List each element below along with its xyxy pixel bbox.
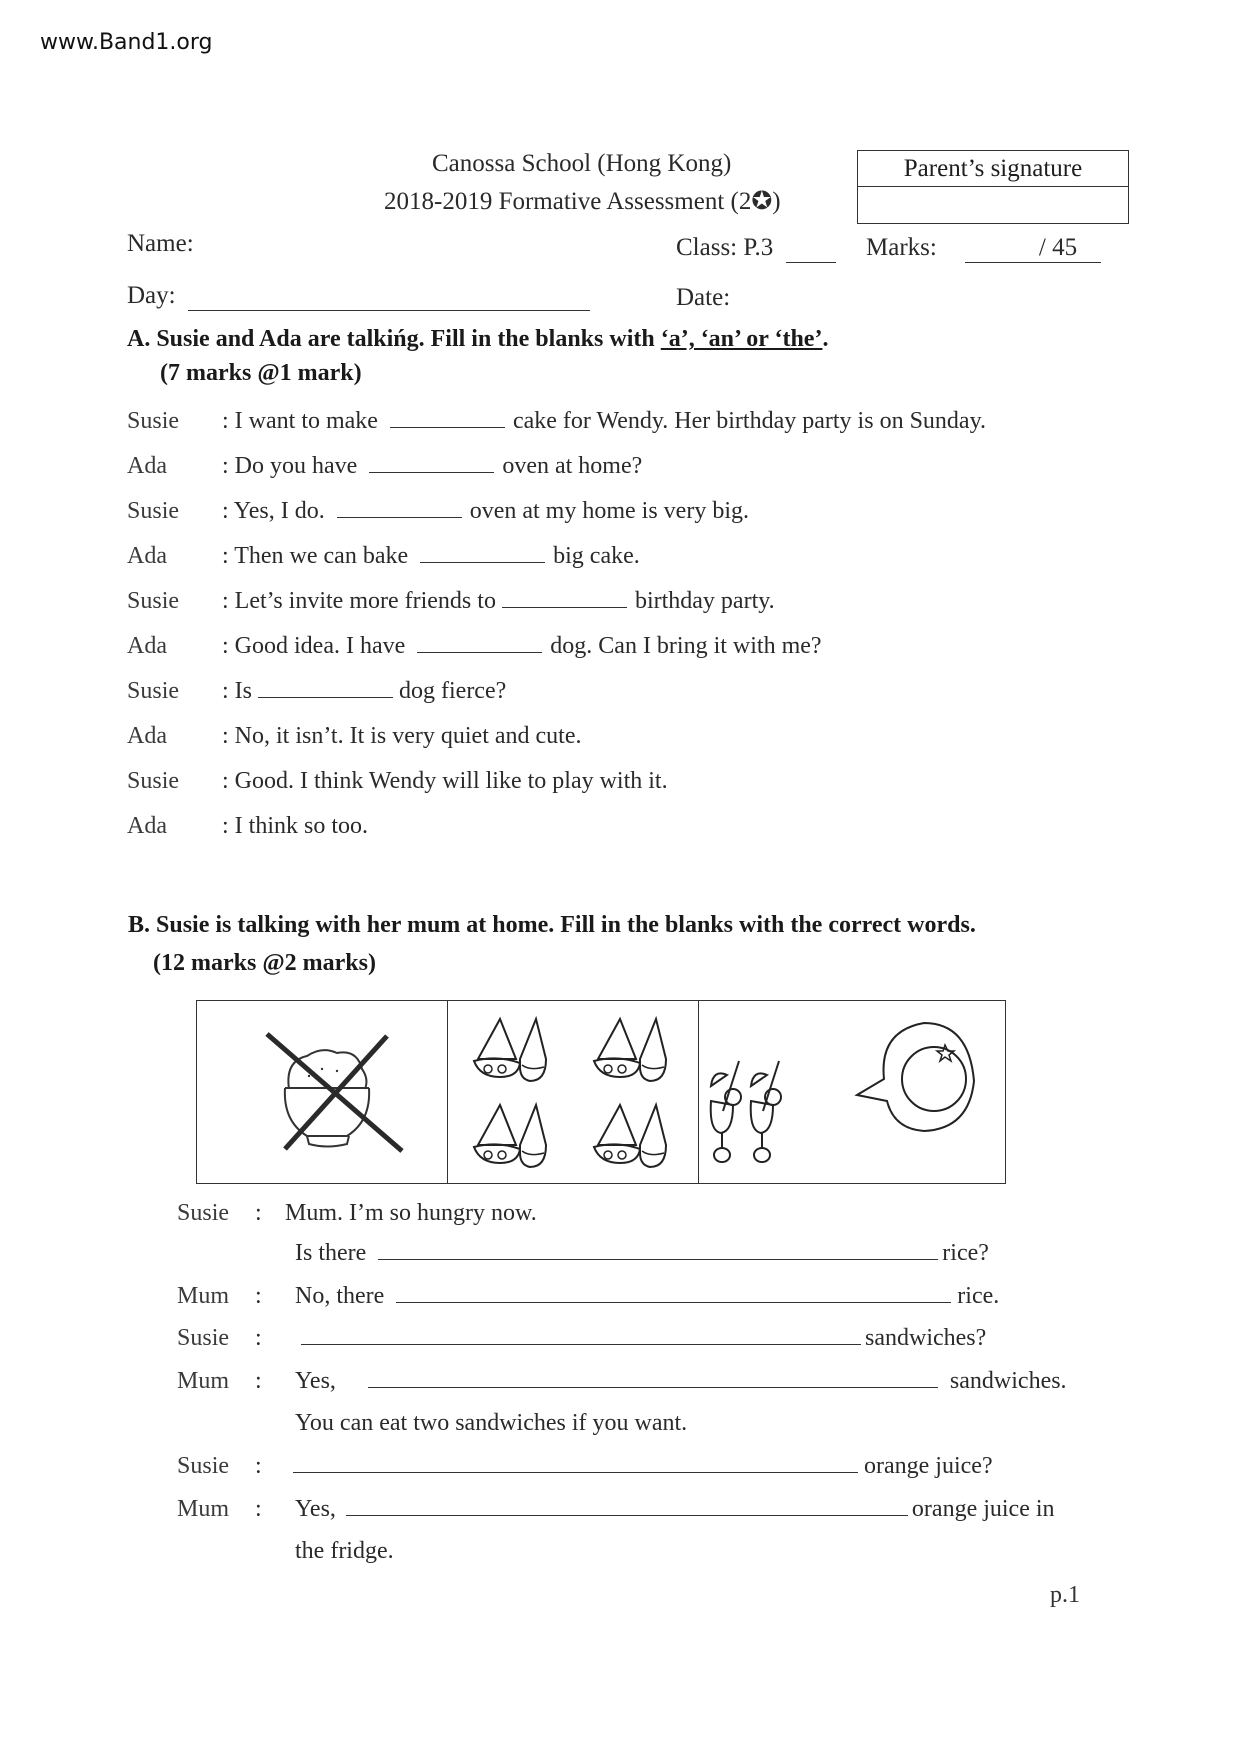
marks-blank[interactable] xyxy=(965,234,1101,263)
dialogue-line xyxy=(127,498,749,525)
answer-blank-5[interactable] xyxy=(502,606,627,608)
colon: : xyxy=(255,1283,262,1309)
picture-clues-table xyxy=(196,1000,1006,1184)
class-label: Class: P.3 xyxy=(676,234,774,261)
line-text: : Good. I think Wendy will like to play with it. xyxy=(222,768,668,794)
section-b-marks: (12 marks @2 marks) xyxy=(153,950,376,976)
line-text-after: rice? xyxy=(942,1240,989,1266)
line-text-before: : Let’s invite more friends to xyxy=(222,588,496,614)
dialogue-line xyxy=(295,1410,687,1437)
dialogue-line xyxy=(127,768,668,795)
dialogue-line xyxy=(295,1240,989,1267)
picture-cell-rice xyxy=(197,1001,448,1183)
dialogue-line xyxy=(295,1538,394,1565)
line-text-after: oven at my home is very big. xyxy=(469,498,749,524)
speaker-name: Susie xyxy=(127,678,180,704)
dialogue-line xyxy=(177,1200,537,1227)
answer-blank-b2[interactable] xyxy=(396,1301,951,1303)
line-text-after: big cake. xyxy=(553,543,640,569)
answer-blank-4[interactable] xyxy=(420,561,545,563)
juice-glass-2 xyxy=(751,1061,781,1162)
colon: : xyxy=(255,1368,262,1394)
answer-blank-b5[interactable] xyxy=(293,1471,858,1473)
day-field xyxy=(127,282,590,311)
line-text: the fridge. xyxy=(295,1538,394,1564)
name-label: Name: xyxy=(127,230,194,257)
line-text-before: Yes, xyxy=(295,1496,336,1522)
dialogue-line xyxy=(127,408,986,435)
speaker-name: Susie xyxy=(127,408,180,434)
answer-blank-6[interactable] xyxy=(417,651,542,653)
juice-glass-1 xyxy=(711,1061,741,1162)
section-a-marks: (7 marks @1 mark) xyxy=(160,360,362,386)
section-a-options: ‘a’, ‘an’ or ‘the’ xyxy=(660,326,823,352)
sandwiches-icon xyxy=(448,1001,698,1181)
class-blank[interactable] xyxy=(786,234,836,263)
answer-blank-b6[interactable] xyxy=(346,1514,908,1516)
line-text: : I think so too. xyxy=(222,813,369,839)
speaker-name: Susie xyxy=(127,768,180,794)
speaker-name: Susie xyxy=(177,1325,230,1351)
speaker-name: Ada xyxy=(127,813,167,839)
line-text-after: sandwiches. xyxy=(949,1368,1067,1394)
section-b-title: B. Susie is talking with her mum at home. Fill in the blanks with the correct words. xyxy=(128,912,976,938)
dialogue-line xyxy=(127,588,775,615)
dialogue-line xyxy=(177,1283,999,1310)
line-text: You can eat two sandwiches if you want. xyxy=(295,1410,688,1436)
line-text-before: Is there xyxy=(295,1240,367,1266)
class-field xyxy=(676,234,836,263)
line-text-after: dog. Can I bring it with me? xyxy=(550,633,822,659)
page-number: p.1 xyxy=(1050,1582,1080,1608)
section-a-period: . xyxy=(822,326,829,352)
line-text-before: : Yes, I do. xyxy=(222,498,325,524)
section-a-title xyxy=(127,326,828,353)
line-text-after: dog fierce? xyxy=(399,678,507,704)
line-text: : No, it isn’t. It is very quiet and cute. xyxy=(222,723,582,749)
dialogue-line xyxy=(127,678,506,705)
day-label: Day: xyxy=(127,282,176,309)
line-text: Mum. I’m so hungry now. xyxy=(285,1200,537,1226)
line-text-after: orange juice? xyxy=(864,1453,993,1479)
dialogue-line xyxy=(177,1368,1067,1395)
line-text-before: : Is xyxy=(222,678,252,704)
dialogue-line xyxy=(177,1325,986,1352)
colon: : xyxy=(255,1200,262,1226)
answer-blank-b3[interactable] xyxy=(301,1343,861,1345)
answer-blank-3[interactable] xyxy=(337,516,462,518)
dialogue-line xyxy=(127,633,822,660)
speaker-name: Mum xyxy=(177,1283,230,1309)
dialogue-line xyxy=(127,813,368,840)
line-text-after: orange juice in xyxy=(911,1496,1055,1522)
assessment-title: 2018-2019 Formative Assessment (2✪) xyxy=(384,188,781,215)
line-text-before: Yes, xyxy=(295,1368,336,1394)
answer-blank-7[interactable] xyxy=(258,696,393,698)
section-a-instruction: A. Susie and Ada are talkińg. Fill in the blanks with xyxy=(127,326,661,352)
line-text-after: cake for Wendy. Her birthday party is on Sunday. xyxy=(512,408,987,434)
answer-blank-2[interactable] xyxy=(369,471,494,473)
line-text-after: rice. xyxy=(957,1283,1000,1309)
answer-blank-b4[interactable] xyxy=(368,1386,938,1388)
speaker-name: Ada xyxy=(127,723,167,749)
date-label: Date: xyxy=(676,284,731,311)
juice-and-orange-icon xyxy=(699,1001,1005,1181)
answer-blank-1[interactable] xyxy=(390,426,505,428)
signature-field[interactable] xyxy=(858,187,1128,223)
colon: : xyxy=(255,1453,262,1479)
line-text-after: sandwiches? xyxy=(865,1325,987,1351)
line-text-before: : Good idea. I have xyxy=(222,633,406,659)
speaker-name: Ada xyxy=(127,633,167,659)
marks-field xyxy=(866,234,1101,263)
colon: : xyxy=(255,1325,262,1351)
marks-label: Marks: xyxy=(866,234,937,261)
parent-signature-box xyxy=(857,150,1129,224)
colon: : xyxy=(255,1496,262,1522)
speaker-name: Mum xyxy=(177,1368,230,1394)
speaker-name: Ada xyxy=(127,543,167,569)
speaker-name: Susie xyxy=(127,498,180,524)
signature-label: Parent’s signature xyxy=(858,151,1128,187)
speaker-name: Ada xyxy=(127,453,167,479)
line-text-before: : Then we can bake xyxy=(222,543,409,569)
speaker-name: Susie xyxy=(127,588,180,614)
no-rice-bowl-icon xyxy=(197,1001,447,1181)
dialogue-line xyxy=(127,723,582,750)
dialogue-line xyxy=(177,1453,993,1480)
dialogue-line xyxy=(177,1496,1055,1523)
line-text-after: birthday party. xyxy=(634,588,775,614)
marks-total: / 45 xyxy=(1038,234,1078,261)
dialogue-line xyxy=(127,543,640,570)
line-text-after: oven at home? xyxy=(502,453,643,479)
speaker-name: Mum xyxy=(177,1496,230,1522)
line-text-before: : I want to make xyxy=(222,408,378,434)
day-blank[interactable] xyxy=(188,282,590,311)
dialogue-line xyxy=(127,453,642,480)
speaker-name: Susie xyxy=(177,1200,230,1226)
school-name: Canossa School (Hong Kong) xyxy=(432,150,732,177)
picture-cell-sandwiches xyxy=(448,1001,699,1183)
line-text-before: No, there xyxy=(295,1283,385,1309)
speaker-name: Susie xyxy=(177,1453,230,1479)
answer-blank-b1[interactable] xyxy=(378,1258,938,1260)
picture-cell-juice xyxy=(699,1001,1005,1183)
watermark-url: www.Band1.org xyxy=(40,30,213,55)
line-text-before: : Do you have xyxy=(222,453,358,479)
